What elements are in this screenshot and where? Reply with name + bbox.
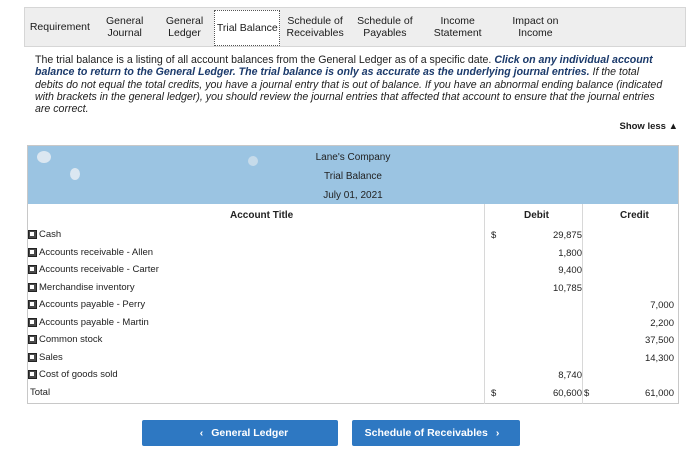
table-row[interactable] xyxy=(28,226,678,244)
total-label: Total xyxy=(30,387,51,398)
row-marker-icon xyxy=(28,265,37,274)
account-name[interactable]: Accounts payable - Martin xyxy=(39,316,149,328)
row-marker-icon xyxy=(28,248,37,257)
account-name[interactable]: Accounts receivable - Allen xyxy=(39,246,154,258)
account-name[interactable]: Cost of goods sold xyxy=(39,369,118,380)
table-row[interactable] xyxy=(28,261,678,279)
next-schedule-of-receivables-button[interactable] xyxy=(352,420,520,446)
show-less-toggle[interactable]: Show less ▲ xyxy=(619,121,678,132)
chevron-right-icon: › xyxy=(495,427,500,439)
row-marker-icon xyxy=(28,335,37,344)
credit-value[interactable]: 14,300 xyxy=(644,352,674,364)
credit-header: Credit xyxy=(620,210,649,221)
tab-impact-on-income[interactable]: Impact on Income xyxy=(512,15,559,39)
tab-bar xyxy=(24,7,686,47)
table-row[interactable] xyxy=(28,314,678,332)
previous-general-ledger-button[interactable] xyxy=(142,420,338,446)
tab-schedule-of-payables[interactable]: Schedule of Payables xyxy=(357,15,413,39)
account-title-header: Account Title xyxy=(230,210,294,221)
report-title: Trial Balance xyxy=(324,171,382,182)
debit-currency: $ xyxy=(491,230,497,241)
next-button-label: Schedule of Receivables xyxy=(364,427,488,439)
tab-schedule-of-receivables[interactable]: Schedule of Receivables xyxy=(286,15,344,39)
instructions-emphasis: Click on any individual account balance to return to the General Ledger. The trial balance is only as accurate as the underlying journal entries. xyxy=(35,54,653,79)
instructions-intro: The trial balance is a listing of all account balances from the General Ledger as of a specific date. xyxy=(35,54,495,66)
debit-value[interactable]: 1,800 xyxy=(558,247,582,259)
table-row[interactable] xyxy=(28,366,678,384)
debit-value[interactable]: 29,875 xyxy=(552,230,582,241)
total-debit-value: 60,600 xyxy=(552,388,582,399)
total-debit-currency: $ xyxy=(491,388,497,399)
debit-value[interactable]: 8,740 xyxy=(558,370,582,381)
account-name[interactable]: Cash xyxy=(39,229,62,240)
report-header xyxy=(28,146,678,204)
debit-header: Debit xyxy=(524,210,549,221)
instructions-text xyxy=(35,54,667,115)
tab-requirement[interactable]: Requirement xyxy=(29,21,90,33)
row-marker-icon xyxy=(28,318,37,327)
row-marker-icon xyxy=(28,283,37,292)
debit-value[interactable]: 10,785 xyxy=(552,282,582,294)
tab-trial-balance[interactable]: Trial Balance xyxy=(214,10,280,46)
table-row[interactable] xyxy=(28,279,678,297)
chevron-left-icon: ‹ xyxy=(199,427,204,439)
account-name[interactable]: Sales xyxy=(39,351,63,363)
report-date: July 01, 2021 xyxy=(323,190,383,201)
credit-value[interactable]: 2,200 xyxy=(650,317,674,329)
row-marker-icon xyxy=(28,353,37,362)
account-name[interactable]: Accounts receivable - Carter xyxy=(39,264,159,275)
credit-value[interactable]: 7,000 xyxy=(650,300,674,311)
debit-value[interactable]: 9,400 xyxy=(558,265,582,276)
table-row[interactable] xyxy=(28,244,678,262)
tab-general-ledger[interactable]: General Ledger xyxy=(165,15,204,39)
row-marker-icon xyxy=(28,230,37,239)
tab-income-statement[interactable]: Income Statement xyxy=(433,15,482,39)
account-name[interactable]: Merchandise inventory xyxy=(39,281,135,293)
table-row[interactable] xyxy=(28,331,678,349)
total-credit-value: 61,000 xyxy=(644,388,674,399)
total-row xyxy=(28,384,678,402)
tab-bar-spacer xyxy=(575,8,685,46)
table-row[interactable] xyxy=(28,296,678,314)
trial-balance-table xyxy=(27,145,679,404)
tab-general-journal[interactable]: General Journal xyxy=(106,15,144,39)
total-credit-currency: $ xyxy=(584,388,590,399)
table-row[interactable] xyxy=(28,349,678,367)
previous-button-label: General Ledger xyxy=(211,427,289,439)
row-marker-icon xyxy=(28,370,37,379)
row-marker-icon xyxy=(28,300,37,309)
instructions-note: If the total debits do not equal the total credits, you have a journal entry that is out of balance. If you have an abnormal ending balance (indicated with brackets in the general ledger), you should review the journal entries that affected that account to ensure that the journal entries are correct. xyxy=(35,66,663,116)
column-headers xyxy=(28,204,678,226)
credit-value[interactable]: 37,500 xyxy=(644,335,674,346)
account-name[interactable]: Common stock xyxy=(39,334,103,345)
account-name[interactable]: Accounts payable - Perry xyxy=(39,299,146,310)
company-name: Lane's Company xyxy=(315,152,391,163)
